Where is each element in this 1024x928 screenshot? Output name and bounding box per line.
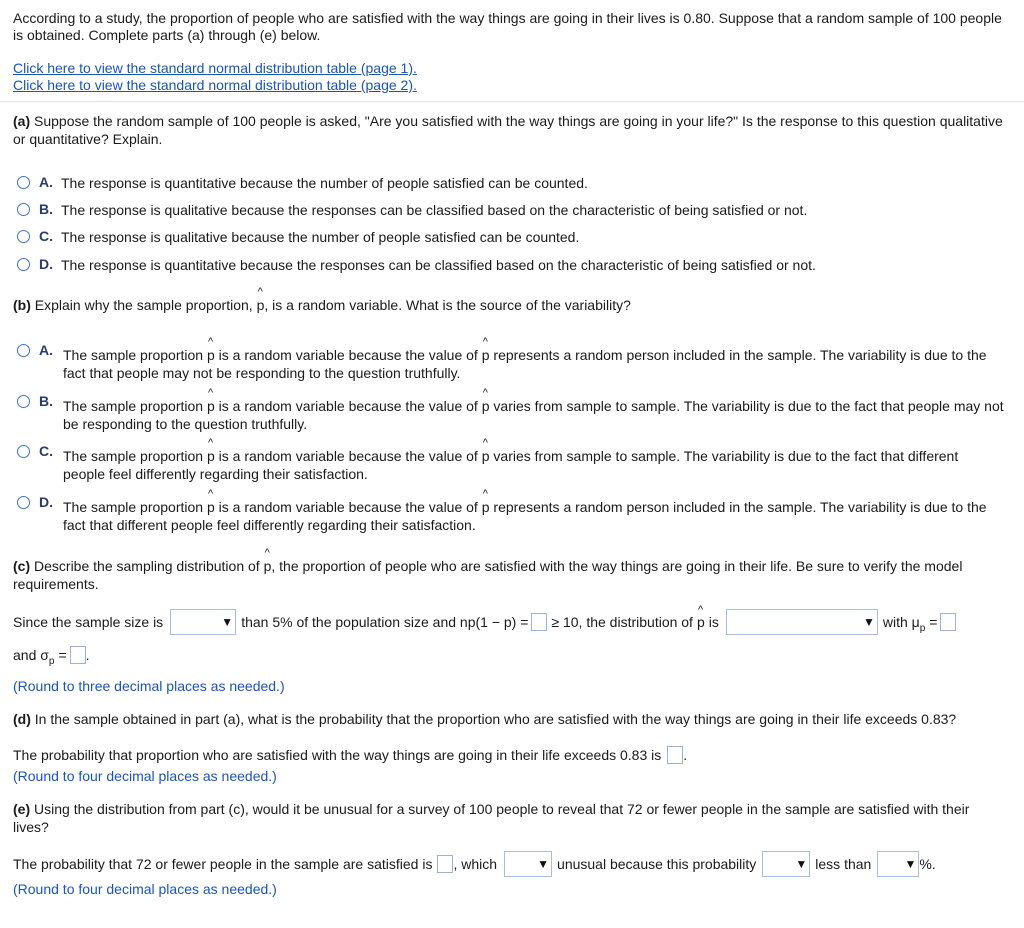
- sample-size-comparison-dropdown[interactable]: [170, 609, 236, 635]
- part-c-rounding-note: (Round to three decimal places as needed.): [13, 678, 285, 694]
- part-e-rounding-note: (Round to four decimal places as needed.): [13, 881, 277, 897]
- part-b-option-a[interactable]: A. The sample proportion ^ p is a random variable because the value of ^ p represents a random person included in the sample. The variability is due to the fact that people may not be responding to the question truthfully.: [17, 346, 1012, 382]
- part-e-answer-line: The probability that 72 or fewer people in the sample are satisfied is , which ▼ unusual because this probability ▼ less than ▼ %.: [13, 851, 936, 877]
- distribution-type-dropdown[interactable]: [726, 609, 878, 635]
- triangle-down-icon: ▼: [221, 615, 234, 629]
- probability-72-input[interactable]: [437, 855, 453, 873]
- normal-table-link-page-1[interactable]: Click here to view the standard normal distribution table (page 1).: [13, 60, 417, 76]
- std-dev-input[interactable]: [70, 646, 86, 664]
- part-b-option-c[interactable]: C. The sample proportion ^ p is a random variable because the value of ^ p varies from sample to sample. The variability is due to the fact that different people feel differently regarding their satisfaction.: [17, 447, 977, 483]
- part-a-option-c[interactable]: C. The response is qualitative because the number of people satisfied can be counted.: [17, 228, 579, 246]
- triangle-down-icon: ▼: [795, 857, 808, 871]
- radio-icon[interactable]: [17, 344, 30, 357]
- part-a-option-a[interactable]: A. The response is quantitative because the number of people satisfied can be counted.: [17, 174, 588, 192]
- part-c-question: (c) Describe the sampling distribution of ^ p, the proportion of people who are satisfied with the way things are going in their life. Be sure to verify the model requirements.: [13, 557, 1008, 593]
- mean-input[interactable]: [940, 613, 956, 631]
- radio-icon[interactable]: [17, 203, 30, 216]
- divider: [0, 101, 1024, 102]
- part-a-question: (a) Suppose the random sample of 100 people is asked, "Are you satisfied with the way things are going in your life?" Is the response to this question qualitative or quantitative? Explain.: [13, 113, 1003, 147]
- radio-icon[interactable]: [17, 176, 30, 189]
- part-b-question: (b) Explain why the sample proportion, ^ p, is a random variable. What is the source of the variability?: [13, 296, 1013, 314]
- radio-icon[interactable]: [17, 395, 30, 408]
- is-unusual-dropdown[interactable]: [504, 851, 552, 877]
- triangle-down-icon: ▼: [904, 857, 917, 871]
- part-d-rounding-note: (Round to four decimal places as needed.): [13, 768, 277, 784]
- np-value-input[interactable]: [531, 613, 547, 631]
- part-a-option-d[interactable]: D. The response is quantitative because the responses can be classified based on the characteristic of being satisfied or not.: [17, 256, 816, 274]
- part-d-question: (d) In the sample obtained in part (a), what is the probability that the proportion who are satisfied with the way things are going in their life exceeds 0.83?: [13, 711, 957, 727]
- radio-icon[interactable]: [17, 258, 30, 271]
- triangle-down-icon: ▼: [537, 857, 550, 871]
- normal-table-link-page-2[interactable]: Click here to view the standard normal distribution table (page 2).: [13, 77, 417, 93]
- part-c-sigma-line: and σ p = .: [13, 647, 90, 667]
- part-a-option-b[interactable]: B. The response is qualitative because the responses can be classified based on the characteristic of being satisfied or not.: [17, 201, 807, 219]
- problem-intro: [13, 10, 1013, 94]
- part-b-option-d[interactable]: D. The sample proportion ^ p is a random variable because the value of ^ p represents a random person included in the sample. The variability is due to the fact that different people feel differently regarding their satisfaction.: [17, 498, 1012, 534]
- triangle-down-icon: ▼: [862, 615, 875, 629]
- radio-icon[interactable]: [17, 496, 30, 509]
- part-c-answer-line: Since the sample size is ▼ than 5% of the population size and np(1 − p) = ≥ 10, the distribution of ^ p is ▼ with μ p =: [13, 609, 956, 635]
- probability-exceeds-input[interactable]: [667, 746, 683, 764]
- part-d-answer-line: The probability that proportion who are satisfied with the way things are going in their life exceeds 0.83 is .: [13, 747, 688, 763]
- radio-icon[interactable]: [17, 230, 30, 243]
- threshold-percent-dropdown[interactable]: [877, 851, 919, 877]
- part-b-option-b[interactable]: B. The sample proportion ^ p is a random variable because the value of ^ p varies from sample to sample. The variability is due to the fact that people may not be responding to the question truthfully.: [17, 397, 1012, 433]
- intro-text: According to a study, the proportion of people who are satisfied with the way things are going in their lives is 0.80. Suppose that a random sample of 100 people is obtained. Complete parts (a) through (e) below.: [13, 10, 1002, 43]
- comparison-dropdown[interactable]: [762, 851, 810, 877]
- radio-icon[interactable]: [17, 445, 30, 458]
- part-e-question: (e) Using the distribution from part (c), would it be unusual for a survey of 100 people to reveal that 72 or fewer people in the sample are satisfied with their lives?: [13, 801, 970, 835]
